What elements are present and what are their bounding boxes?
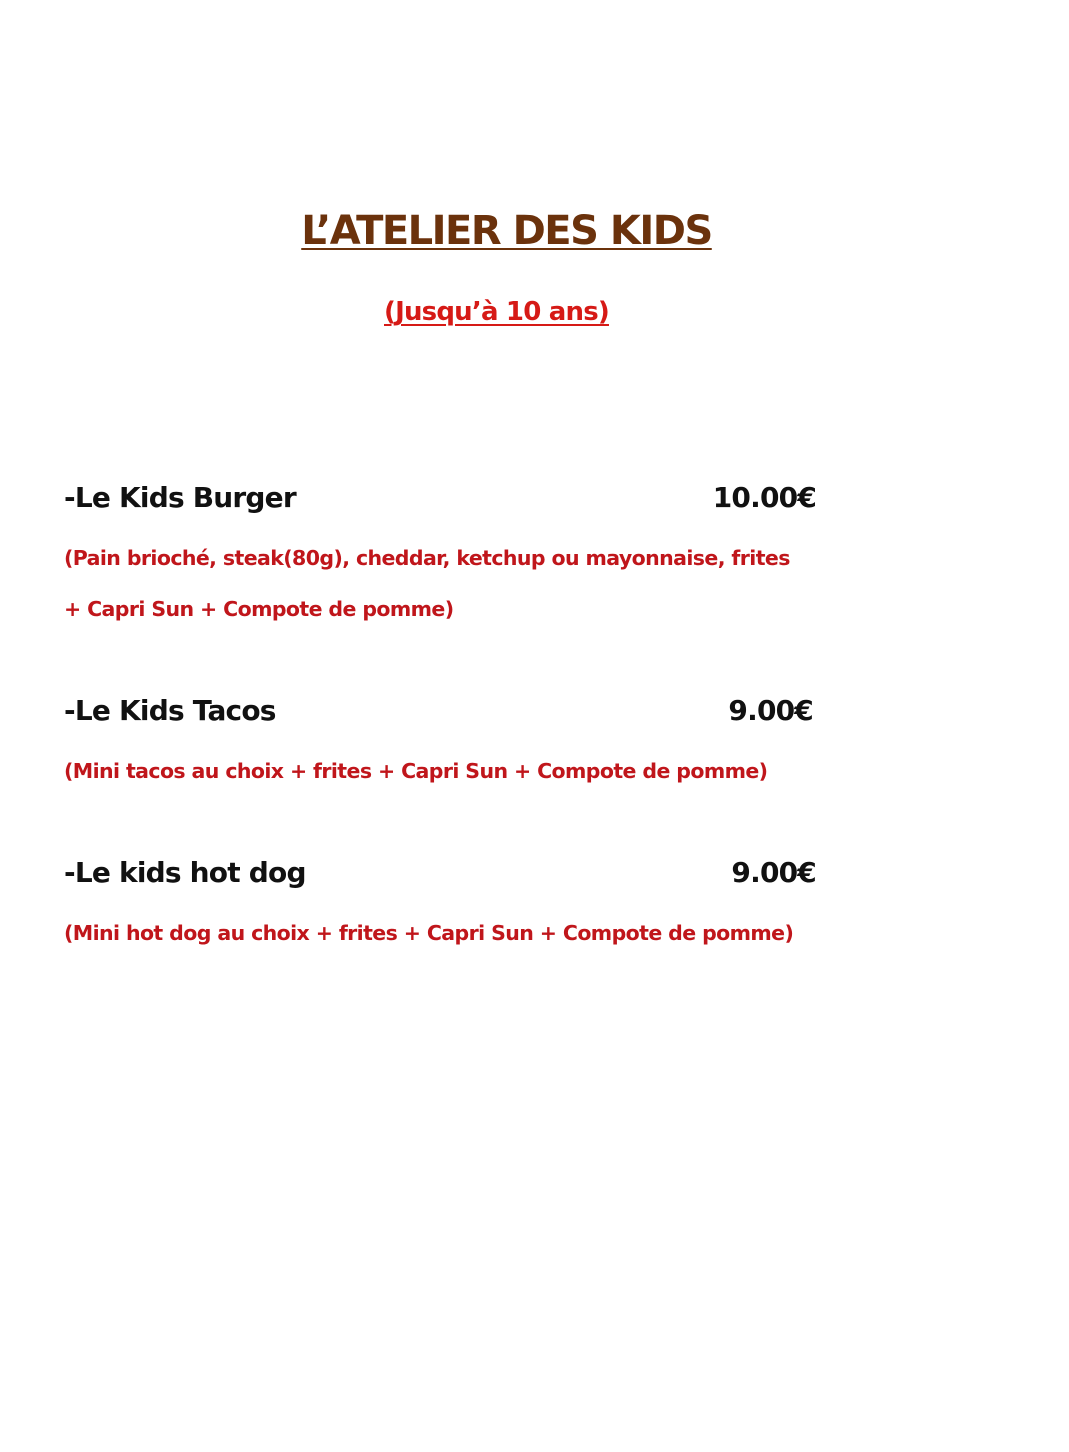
menu-item-kids-burger	[64, 481, 816, 635]
menu-item-header	[64, 481, 816, 521]
menu-item-price: 10.00€	[712, 481, 816, 514]
menu-item-kids-hot-dog	[64, 856, 816, 959]
menu-item-price: 9.00€	[731, 856, 816, 889]
age-limit-subtitle: (Jusqu’à 10 ans)	[384, 297, 609, 327]
menu-item-description	[64, 533, 816, 635]
menu-item-description	[64, 908, 816, 959]
menu-item-name: -Le kids hot dog	[64, 856, 306, 889]
description-line: (Pain brioché, steak(80g), cheddar, ketchup ou mayonnaise, frites	[64, 546, 790, 570]
menu-item-description	[64, 746, 816, 797]
menu-item-header	[64, 694, 816, 734]
menu-item-name: -Le Kids Burger	[64, 481, 296, 514]
page-title: L’ATELIER DES KIDS	[301, 208, 712, 254]
menu-item-price: 9.00€	[728, 694, 813, 727]
description-line: (Mini tacos au choix + frites + Capri Sun + Compote de pomme)	[64, 759, 768, 783]
description-line: (Mini hot dog au choix + frites + Capri Sun + Compote de pomme)	[64, 921, 794, 945]
menu-item-header	[64, 856, 816, 896]
description-line: + Capri Sun + Compote de pomme)	[64, 597, 454, 621]
menu-item-name: -Le Kids Tacos	[64, 694, 276, 727]
menu-item-kids-tacos	[64, 694, 816, 797]
